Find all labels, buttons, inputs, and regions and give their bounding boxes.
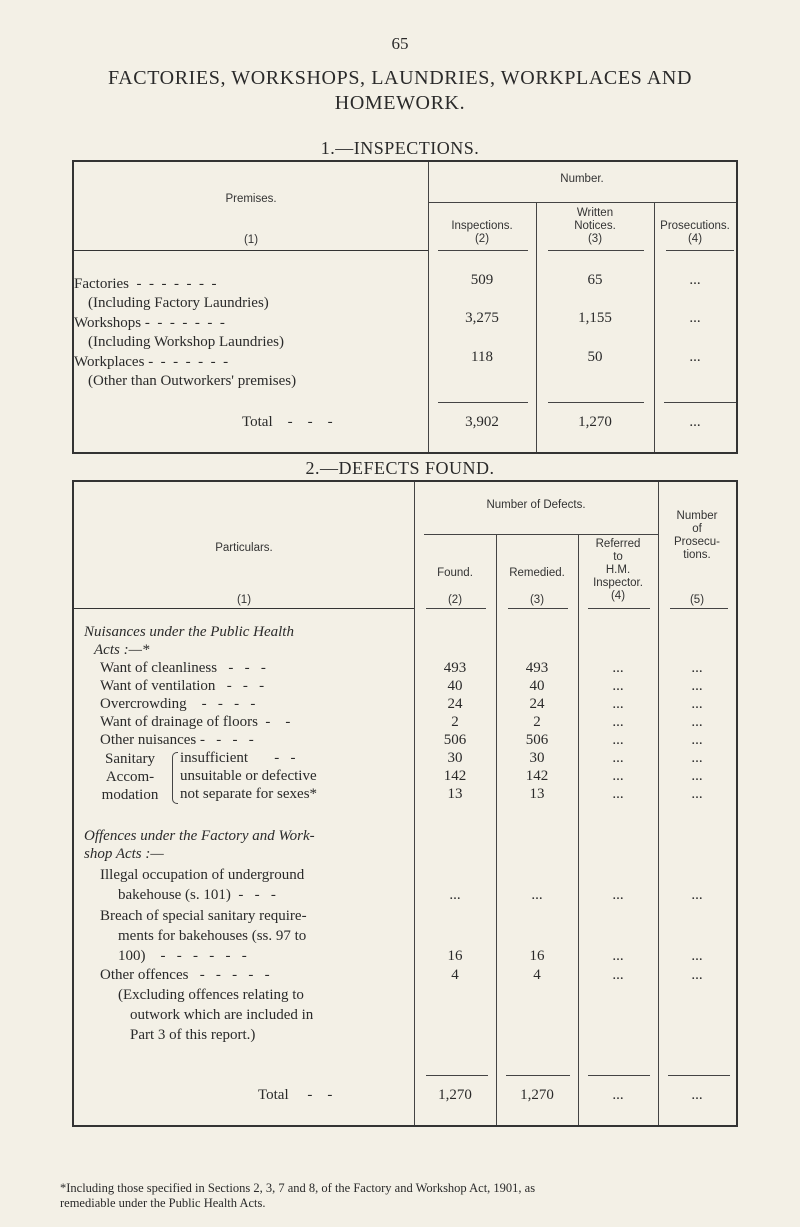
cell-found: 4: [451, 967, 459, 983]
header-col-4: (4): [610, 590, 626, 602]
inspections-title: 1.—INSPECTIONS.: [320, 138, 480, 158]
header-prosecutions-label: Prosecutions.: [660, 220, 730, 232]
offences-heading: Offences under the Factory and Work-: [84, 828, 315, 844]
total-prosecutions: ...: [691, 1087, 703, 1103]
cell-remedied: 40: [529, 678, 545, 694]
header-inspections: [428, 220, 536, 246]
cell-found: ...: [449, 887, 461, 903]
header-inspections-num: (2): [474, 233, 490, 245]
footnote: [60, 1181, 750, 1211]
cell-referred: ...: [612, 887, 624, 903]
header-prosecutions-line: Number: [676, 510, 718, 522]
page-title: [40, 66, 760, 116]
cell-prosecutions: ...: [691, 967, 703, 983]
header-referred-line: Inspector.: [593, 577, 643, 589]
sanitary-label-line: modation: [101, 787, 159, 803]
excluding-note-cont: Part 3 of this report.): [130, 1027, 256, 1043]
total-prosecutions: ...: [689, 414, 701, 430]
cell-inspections: 118: [471, 349, 493, 365]
illegal-occupation-label: Illegal occupation of underground: [100, 867, 305, 883]
cell-prosecutions: ...: [691, 948, 703, 964]
header-notices-num: (3): [587, 233, 603, 245]
header-particulars: Particulars.: [215, 542, 273, 554]
header-col-1: (1): [243, 234, 259, 246]
header-prosecutions-line: of: [692, 523, 702, 535]
cell-referred: ...: [612, 696, 624, 712]
sanitary-label-line: Sanitary: [105, 751, 155, 767]
cell-remedied: 506: [525, 732, 549, 748]
cell-remedied: 24: [529, 696, 545, 712]
brace: [172, 752, 178, 804]
cell-remedied: 4: [533, 967, 541, 983]
nuisances-heading: Nuisances under the Public Health: [84, 624, 294, 640]
cell-found: 24: [447, 696, 463, 712]
cell-referred: ...: [612, 678, 624, 694]
total-remedied: 1,270: [520, 1087, 554, 1103]
excluding-note: (Excluding offences relating to: [118, 987, 304, 1003]
cell-prosecutions: ...: [689, 310, 701, 326]
header-referred-line: H.M.: [605, 564, 631, 576]
cell-found: 40: [447, 678, 463, 694]
row-label: Workshops - - - - - - -: [74, 315, 225, 331]
cell-prosecutions: ...: [689, 349, 701, 365]
cell-referred: ...: [612, 786, 624, 802]
row-label: Factories - - - - - - -: [74, 276, 217, 292]
header-col-5: (5): [689, 594, 705, 606]
cell-remedied: 16: [529, 948, 545, 964]
header-number-of-prosecutions: [658, 510, 736, 562]
total-referred: ...: [612, 1087, 624, 1103]
row-sublabel: (Including Workshop Laundries): [88, 334, 284, 350]
cell-remedied: 142: [525, 768, 549, 784]
row-sublabel: (Including Factory Laundries): [88, 295, 269, 311]
sanitary-row-label: unsuitable or defective: [180, 768, 317, 784]
cell-referred: ...: [612, 660, 624, 676]
cell-prosecutions: ...: [691, 750, 703, 766]
total-found: 1,270: [438, 1087, 472, 1103]
cell-prosecutions: ...: [691, 696, 703, 712]
header-referred: [578, 538, 658, 603]
cell-referred: ...: [612, 750, 624, 766]
defects-title: 2.—DEFECTS FOUND.: [305, 458, 495, 478]
header-col-1: (1): [236, 594, 252, 606]
page-title-line-2: HOMEWORK.: [334, 92, 466, 114]
header-prosecutions: [654, 220, 736, 246]
cell-prosecutions: ...: [691, 660, 703, 676]
header-number: Number.: [560, 173, 604, 185]
excluding-note-cont: outwork which are included in: [130, 1007, 314, 1023]
total-label: Total - -: [258, 1087, 333, 1103]
cell-prosecutions: ...: [691, 714, 703, 730]
cell-found: 16: [447, 948, 463, 964]
defects-table: [72, 480, 738, 1127]
total-label: Total - - -: [242, 414, 333, 430]
cell-remedied: 493: [525, 660, 549, 676]
illegal-occupation-label-cont: bakehouse (s. 101) - - -: [118, 887, 276, 903]
header-found: Found.: [437, 567, 473, 579]
nuisances-heading-cont: Acts :—*: [94, 642, 150, 658]
cell-prosecutions: ...: [691, 678, 703, 694]
cell-inspections: 509: [470, 272, 494, 288]
header-notices-label-2: Notices.: [574, 220, 616, 232]
other-offences-label: Other offences - - - - -: [100, 967, 270, 983]
header-inspections-label: Inspections.: [451, 220, 513, 232]
breach-label-cont: ments for bakehouses (ss. 97 to: [118, 928, 307, 944]
sanitary-label-line: Accom-: [105, 769, 155, 785]
cell-remedied: 13: [529, 786, 545, 802]
cell-remedied: 2: [533, 714, 541, 730]
cell-remedied: 30: [529, 750, 545, 766]
cell-inspections: 3,275: [465, 310, 499, 326]
header-prosecutions-line: Prosecu-: [673, 536, 721, 548]
header-prosecutions-line: tions.: [683, 549, 711, 561]
total-notices: 1,270: [578, 414, 612, 430]
header-prosecutions-num: (4): [687, 233, 703, 245]
footnote-line: remediable under the Public Health Acts.: [60, 1196, 266, 1210]
inspections-table: [72, 160, 738, 454]
cell-remedied: ...: [531, 887, 543, 903]
cell-found: 142: [443, 768, 467, 784]
row-sublabel: (Other than Outworkers' premises): [88, 373, 297, 389]
cell-notices: 1,155: [578, 310, 612, 326]
header-premises: Premises.: [225, 193, 277, 205]
cell-prosecutions: ...: [691, 786, 703, 802]
header-col-2: (2): [447, 594, 463, 606]
header-remedied: Remedied.: [509, 567, 565, 579]
header-written-notices: [536, 207, 654, 246]
header-referred-line: Referred: [595, 538, 641, 550]
nuisance-row-label: Want of drainage of floors - -: [100, 714, 291, 730]
cell-prosecutions: ...: [689, 272, 701, 288]
cell-notices: 65: [587, 272, 603, 288]
nuisance-row-label: Overcrowding - - - -: [100, 696, 256, 712]
nuisance-row-label: Want of cleanliness - - -: [100, 660, 266, 676]
cell-found: 493: [443, 660, 467, 676]
cell-found: 30: [447, 750, 463, 766]
cell-prosecutions: ...: [691, 732, 703, 748]
nuisance-row-label: Other nuisances - - - -: [100, 732, 254, 748]
cell-referred: ...: [612, 768, 624, 784]
header-notices-label-1: Written: [576, 207, 614, 219]
cell-notices: 50: [587, 349, 603, 365]
header-col-3: (3): [529, 594, 545, 606]
row-label: Workplaces - - - - - - -: [74, 354, 229, 370]
sanitary-row-label: not separate for sexes*: [180, 786, 318, 802]
cell-found: 2: [451, 714, 459, 730]
page-number: 65: [391, 34, 409, 53]
nuisance-row-label: Want of ventilation - - -: [100, 678, 265, 694]
total-inspections: 3,902: [465, 414, 499, 430]
cell-prosecutions: ...: [691, 887, 703, 903]
sanitary-accommodation-label: [94, 750, 166, 804]
cell-referred: ...: [612, 948, 624, 964]
header-number-of-defects: Number of Defects.: [486, 499, 586, 511]
offences-heading-cont: shop Acts :—: [84, 846, 164, 862]
cell-found: 13: [447, 786, 463, 802]
cell-prosecutions: ...: [691, 768, 703, 784]
footnote-line: *Including those specified in Sections 2, 3, 7 and 8, of the Factory and Workshop Act, 1901, as: [60, 1181, 536, 1195]
cell-referred: ...: [612, 732, 624, 748]
breach-label: Breach of special sanitary require-: [100, 908, 307, 924]
cell-found: 506: [443, 732, 467, 748]
cell-referred: ...: [612, 967, 624, 983]
header-referred-line: to: [613, 551, 623, 563]
breach-label-cont: 100) - - - - - -: [118, 948, 247, 964]
page-title-line-1: FACTORIES, WORKSHOPS, LAUNDRIES, WORKPLACES AND: [107, 67, 693, 89]
cell-referred: ...: [612, 714, 624, 730]
sanitary-row-label: insufficient - -: [180, 750, 296, 766]
